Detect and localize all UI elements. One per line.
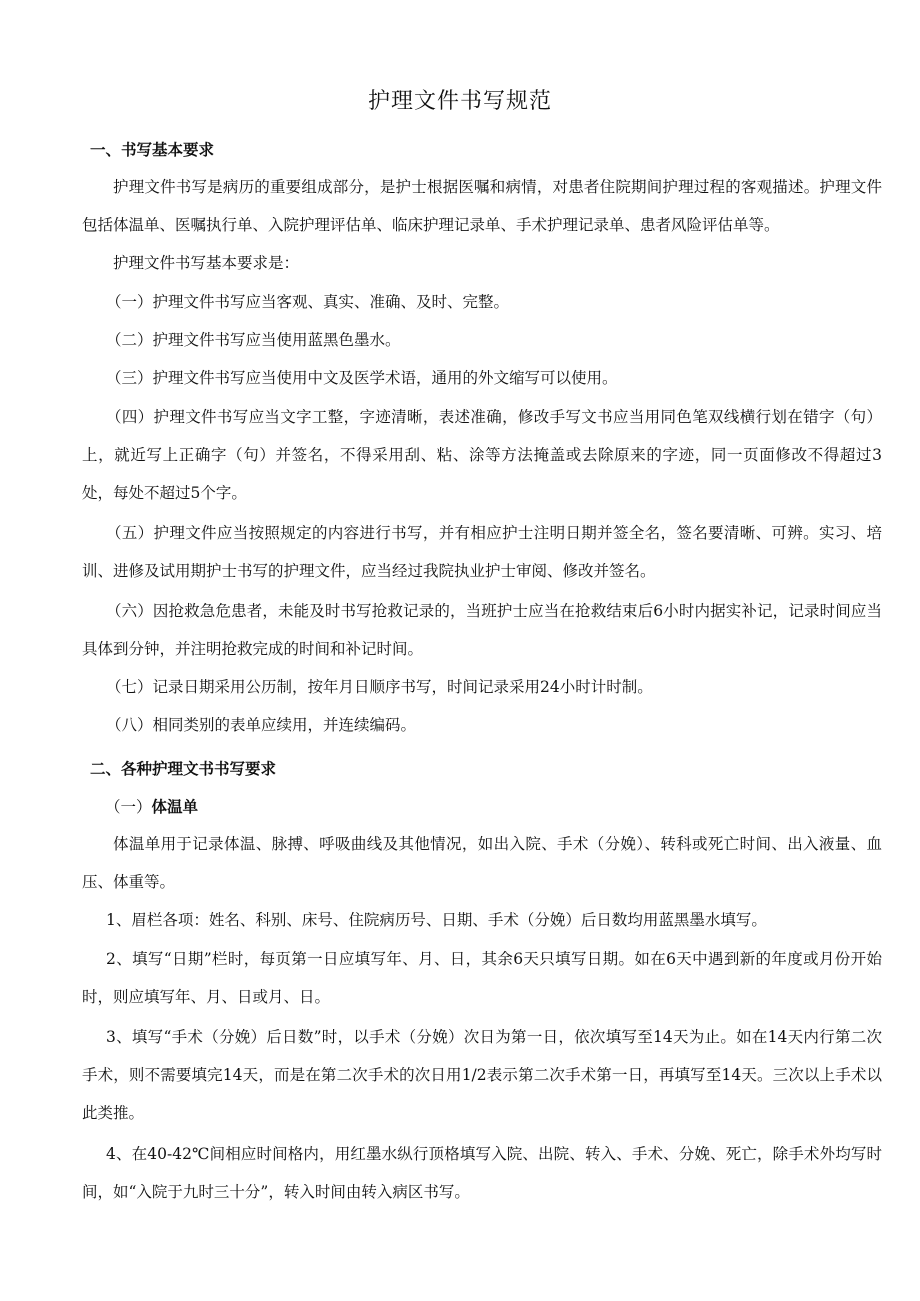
list-item: （三）护理文件书写应当使用中文及医学术语，通用的外文缩写可以使用。 <box>106 369 618 387</box>
paragraph-intro: 护理文件书写是病历的重要组成部分，是护士根据医嘱和病情，对患者住院期间护理过程的客观描述。护理文件包括体温单、医嘱执行单、入院护理评估单、临床护理记录单、手术护理记录单、患者风险评估单等。 <box>82 178 882 234</box>
list-item: 4、在40-42℃间相应时间格内，用红墨水纵行顶格填写入院、出院、转入、手术、分娩、死亡，除手术外均写时间，如“入院于九时三十分”，转入时间由转入病区书写。 <box>82 1145 882 1201</box>
list-item: （二）护理文件书写应当使用蓝黑色墨水。 <box>106 331 401 349</box>
subsection-title: 体温单 <box>151 798 199 816</box>
paragraph-temperature-intro: 体温单用于记录体温、脉搏、呼吸曲线及其他情况，如出入院、手术（分娩）、转科或死亡时间、出入液量、血压、体重等。 <box>82 835 882 891</box>
list-item: （七）记录日期采用公历制，按年月日顺序书写，时间记录采用24小时计时制。 <box>106 678 653 696</box>
list-item: （四）护理文件书写应当文字工整，字迹清晰，表述准确，修改手写文书应当用同色笔双线横行划在错字（句）上，就近写上正确字（句）并签名，不得采用刮、粘、涂等方法掩盖或去除原来的字迹，同一页面修改不得超过3处，每处不超过5个字。 <box>82 408 882 502</box>
list-item: （八）相同类别的表单应续用，并连续编码。 <box>106 716 417 734</box>
section-heading-basic-requirements: 一、书写基本要求 <box>90 141 215 159</box>
list-item: 3、填写“手术（分娩）后日数”时，以手术（分娩）次日为第一日，依次填写至14天为止。如在14天内行第二次手术，则不需要填完14天，而是在第二次手术的次日用1/2表示第二次手术第一日，再填写至14天。三次以上手术以此类推。 <box>82 1028 882 1122</box>
list-item: 1、眉栏各项：姓名、科别、床号、住院病历号、日期、手术（分娩）后日数均用蓝黑墨水填写。 <box>106 911 767 929</box>
section-heading-document-requirements: 二、各种护理文书书写要求 <box>90 760 277 778</box>
list-item: （六）因抢救急危患者，未能及时书写抢救记录的，当班护士应当在抢救结束后6小时内据实补记，记录时间应当具体到分钟，并注明抢救完成的时间和补记时间。 <box>82 602 882 658</box>
subsection-heading-temperature-chart <box>105 795 198 817</box>
list-item: （五）护理文件应当按照规定的内容进行书写，并有相应护士注明日期并签全名，签名要清晰、可辨。实习、培训、进修及试用期护士书写的护理文件，应当经过我院执业护士审阅、修改并签名。 <box>82 524 882 580</box>
paragraph-lead: 护理文件书写基本要求是： <box>113 254 300 272</box>
list-item: 2、填写“日期”栏时，每页第一日应填写年、月、日，其余6天只填写日期。如在6天中遇到新的年度或月份开始时，则应填写年、月、日或月、日。 <box>82 950 882 1006</box>
subsection-prefix: （一） <box>105 798 152 816</box>
list-item: （一）护理文件书写应当客观、真实、准确、及时、完整。 <box>106 293 510 311</box>
page-title: 护理文件书写规范 <box>367 89 552 114</box>
